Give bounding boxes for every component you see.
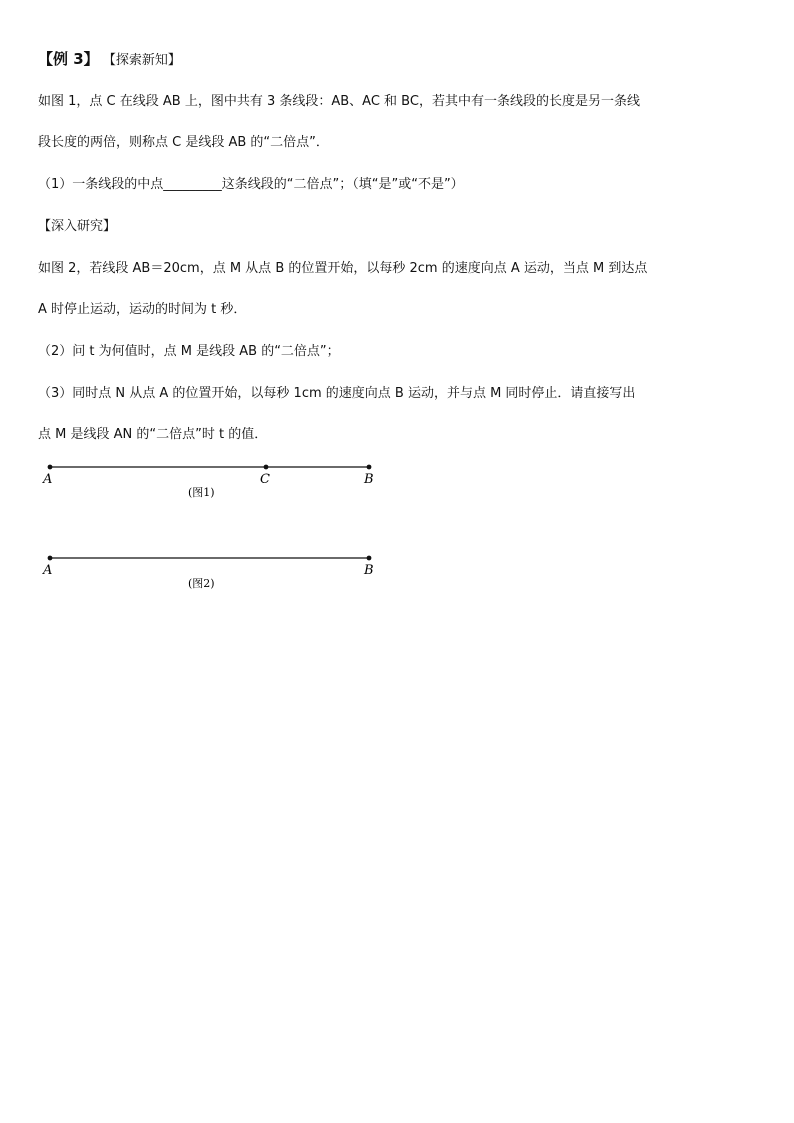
question-1: （1）一条线段的中点_________这条线段的“二倍点”；（填“是”或“不是”） [38,177,464,192]
point-c-label: C [260,472,270,487]
question-3-line-1: （3）同时点 N 从点 A 的位置开始，以每秒 1cm 的速度向点 B 运动，并与点 M 同时停止．请直接写出 [38,386,636,401]
section-title: 【探索新知】 [102,53,181,68]
point-a-dot-2 [48,556,53,561]
point-b-dot-2 [367,556,372,561]
figure-2-caption: (图2) [188,577,215,590]
setup-line-2: A 时停止运动，运动的时间为 t 秒． [38,302,247,317]
figure-2 [42,556,374,590]
deep-research-heading: 【深入研究】 [38,219,117,234]
intro-line-2: 段长度的两倍，则称点 C 是线段 AB 的“二倍点”． [38,135,329,150]
point-a-dot [48,465,53,470]
question-2: （2）问 t 为何值时，点 M 是线段 AB 的“二倍点”； [38,344,340,359]
figure-1-caption: (图1) [188,486,215,499]
example-tag: 【例 3】 [38,50,99,68]
intro-line-1: 如图 1，点 C 在线段 AB 上，图中共有 3 条线段：AB、AC 和 BC，若其中有一条线段的长度是另一条线 [38,94,640,109]
point-c-dot [264,465,269,470]
point-b-dot [367,465,372,470]
point-b-label-2: B [364,563,374,578]
point-b-label: B [364,472,374,487]
point-a-label-2: A [43,563,53,578]
setup-line-1: 如图 2，若线段 AB＝20cm，点 M 从点 B 的位置开始，以每秒 2cm 的速度向点 A 运动，当点 M 到达点 [38,261,648,276]
point-a-label: A [43,472,53,487]
question-3-line-2: 点 M 是线段 AN 的“二倍点”时 t 的值． [38,427,268,442]
figure-1 [42,465,374,499]
